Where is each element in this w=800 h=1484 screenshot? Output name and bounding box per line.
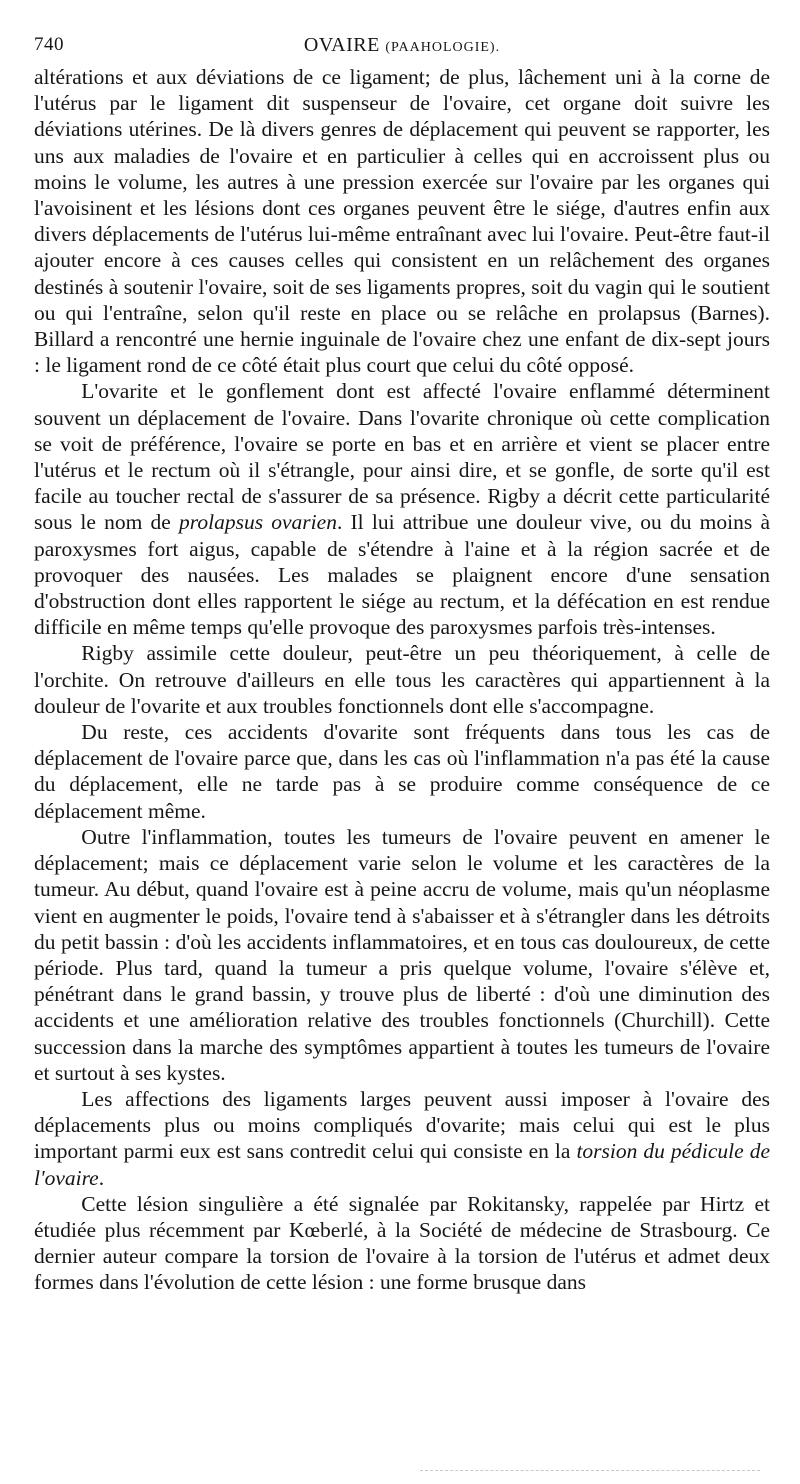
body-text (34, 64, 770, 1296)
running-title-subtitle: (PAAHOLOGIE). (385, 40, 501, 55)
paragraph: Outre l'inflammation, toutes les tumeurs de l'ovaire peuvent en amener le déplacement; mais ce déplacement varie selon le volume et les caractères de la tumeur. Au début, quand l'ovaire est à peine accru de volume, mais qu'un néoplasme vient en augmenter le poids, l'ovaire tend à s'abaisser et à s'étrangler dans les détroits du petit bassin : d'où les accidents inflammatoires, et en tous cas douloureux, de cette période. Plus tard, quand la tumeur a pris quelque volume, l'ovaire s'élève et, pénétrant dans le grand bassin, y trouve plus de liberté : d'où une diminution des accidents et une amélioration relative des troubles fonctionnels (Churchill). Cette succession dans la marche des symptômes appartient à toutes les tumeurs de l'ovaire et surtout à ses kystes. (34, 824, 770, 1085)
paragraph: Rigby assimile cette douleur, peut-être un peu théoriquement, à celle de l'orchite. On retrouve d'ailleurs en elle tous les caractères qui appartiennent à la douleur de l'ovarite et aux troubles fonctionnels dont elle s'accompagne. (34, 641, 770, 718)
paragraph-text: Les affections des ligaments larges peuvent aussi imposer à l'ovaire des déplacements plus ou moins compliqués d'ovarite; mais celui qui est le plus important parmi eux est sans contredit celui qui consiste en la (34, 1086, 770, 1164)
paragraph-italic-term: torsion du pédicule de l'ovaire (34, 1139, 770, 1190)
paragraph: altérations et aux déviations de ce ligament; de plus, lâchement uni à la corne de l'utérus par le ligament dit suspenseur de l'ovaire, cet organe doit suivre les déviations utérines. De là divers genres de déplacement qui peuvent se rapporter, les uns aux maladies de l'ovaire et en particulier à celles qui en accroissent plus ou moins le volume, les autres à une pression exercée sur l'ovaire par les organes qui l'avoisinent et les lésions dont ces organes peuvent être le siége, d'autres enfin aux divers déplacements de l'utérus lui-même entraînant avec lui l'ovaire. Peut-être faut-il ajouter encore à ces causes celles qui consistent en un relâchement des organes destinés à soutenir l'ovaire, soit de ses ligaments propres, soit du vagin qui le soutient ou qui l'entraîne, selon qu'il reste en place ou se relâche en prolapsus (Barnes). Billard a rencontré une hernie inguinale de l'ovaire chez une enfant de dix-sept jours : le ligament rond de ce côté était plus court que celui du côté opposé. (34, 65, 770, 378)
running-title-main: OVAIRE (303, 34, 380, 56)
page-number: 740 (34, 34, 64, 55)
paragraph (34, 1086, 770, 1191)
running-head (34, 30, 770, 64)
paragraph-text: . (98, 1165, 105, 1190)
paragraph (34, 378, 770, 640)
running-title (34, 34, 770, 57)
paragraph-italic-term: prolapsus ovarien (179, 510, 337, 535)
paragraph: Du reste, ces accidents d'ovarite sont fréquents dans tous les cas de déplacement de l'ovaire parce que, dans les cas où l'inflammation n'a pas été la cause du déplacement, elle ne tarde pas à se produire comme conséquence de ce déplacement même. (34, 720, 770, 823)
bleed-through-line (420, 1470, 760, 1473)
paragraph-text: L'ovarite et le gonflement dont est affecté l'ovaire enflammé déterminent souvent un déplacement de l'ovaire. Dans l'ovarite chronique où cette complication se voit de préférence, l'ovaire se porte en bas et en arrière et vient se placer entre l'utérus et le rectum où il s'étrangle, pour ainsi dire, et se gonfle, de sorte qu'il est facile au toucher rectal de s'assurer de sa présence. Rigby a décrit cette particularité sous le nom de (34, 379, 770, 535)
paragraph: Cette lésion singulière a été signalée par Rokitansky, rappelée par Hirtz et étudiée plus récemment par Kœberlé, à la Société de médecine de Strasbourg. Ce dernier auteur compare la torsion de l'ovaire à la torsion de l'utérus et admet deux formes dans l'évolution de cette lésion : une forme brusque dans (34, 1191, 770, 1295)
paragraph-text: . Il lui attribue une douleur vive, ou du moins à paroxysmes fort aigus, capable de s'étendre à l'aine et à la région sacrée et de provoquer des nausées. Les malades se plaignent encore d'une sensation d'obstruction dont elles rapportent le siége au rectum, et la défécation en est rendue difficile en même temps qu'elle provoque des paroxysmes parfois très-intenses. (34, 510, 770, 640)
